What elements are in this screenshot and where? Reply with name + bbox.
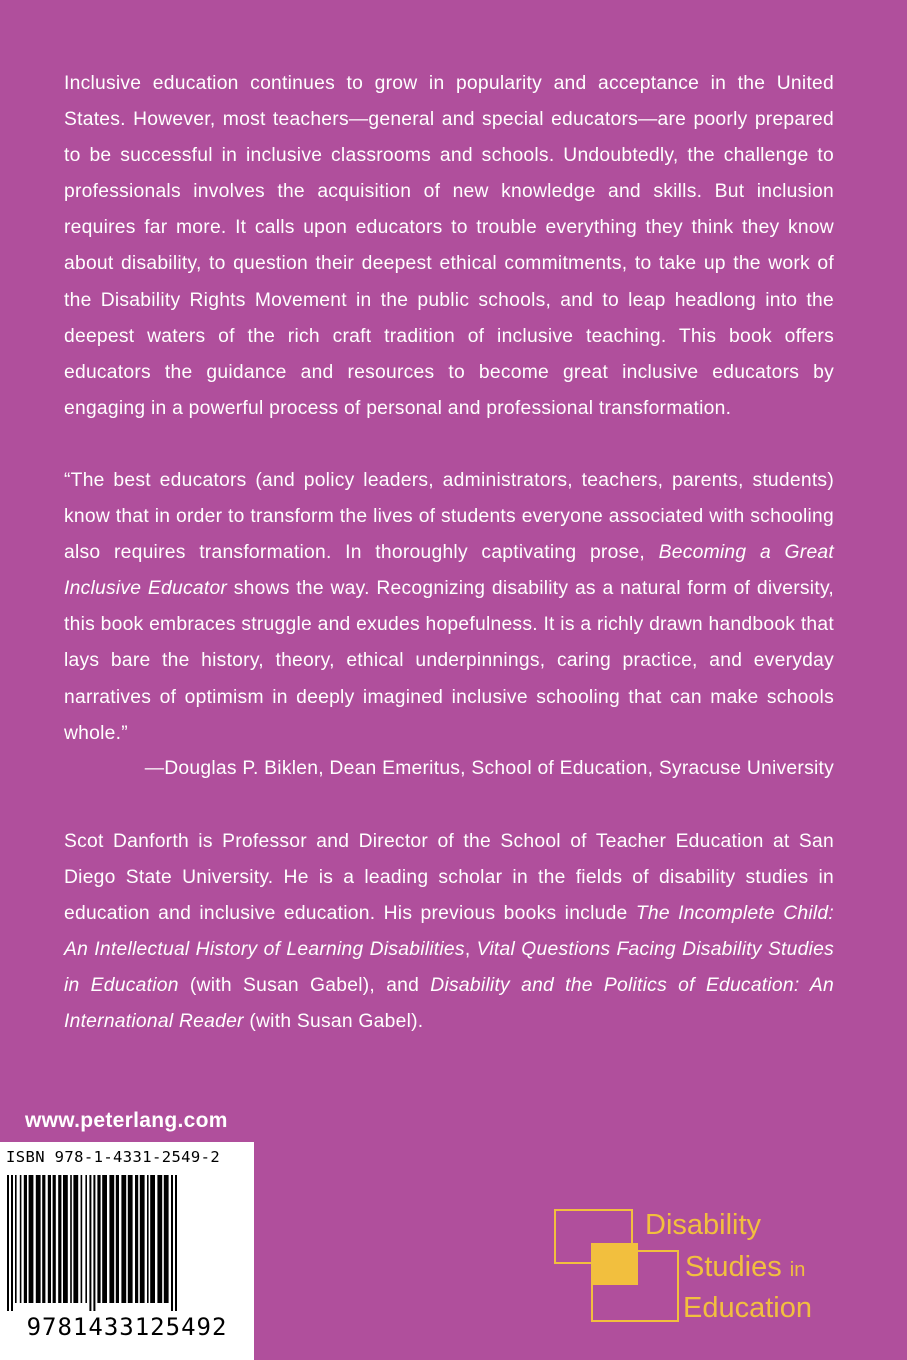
- series-logo: [553, 1208, 853, 1328]
- logo-square-filled: [591, 1243, 638, 1285]
- logo-text-disability: Disability: [645, 1209, 762, 1241]
- quote-text-start: “The best educators (and policy leaders, administrators, teachers, parents, students) know that in order to transform the lives of students everyone associated with schooling also requires transformation. In thoroughly captivating prose,: [64, 470, 834, 564]
- logo-text-studies: Studies in: [685, 1251, 806, 1283]
- endorsement-quote: [64, 463, 834, 752]
- isbn-label: ISBN 978-1-4331-2549-2: [6, 1148, 221, 1166]
- publisher-website: www.peterlang.com: [25, 1109, 228, 1132]
- quote-book-title: Becoming a Great Inclusive Educator: [64, 542, 834, 600]
- author-book-1: The Incomplete Child: An Intellectual History of Learning Disabilities: [64, 903, 834, 961]
- author-bio-text: Scot Danforth is Professor and Director of the School of Teacher Education at San Diego State University. He is a leading scholar in the fields of disability studies in education and inclusive education. His previous books include: [64, 831, 834, 925]
- quote-attribution: —Douglas P. Biklen, Dean Emeritus, School of Education, Syracuse University: [144, 758, 834, 779]
- barcode-panel: [0, 1142, 254, 1360]
- logo-text-education: Education: [683, 1292, 812, 1324]
- ean-number: 9781433125492: [26, 1313, 228, 1341]
- author-book-2: Vital Questions Facing Disability Studies in Education: [64, 939, 835, 997]
- barcode-icon: [7, 1175, 247, 1311]
- author-bio: Scot Danforth is Professor and Director of the School of Teacher Education at San Diego State University. He is a leading scholar in the fields of disability studies in education and inclusive education. His previous books include The Incomplete Child: An Intellectual History of Learning Disabilities, Vital Questions Facing Disability Studies in Education (with Susan Gabel), and Disability and the Politics of Education: An International Reader (with Susan Gabel).: [64, 831, 835, 1033]
- author-book-3: Disability and the Politics of Education: An International Reader: [64, 975, 835, 1033]
- book-description: Inclusive education continues to grow in popularity and acceptance in the United States. However, most teachers—general and special educators—are poorly prepared to be successful in inclusive classrooms and schools. Undoubtedly, the challenge to professionals involves the acquisition of new knowledge and skills. But inclusion requires far more. It calls upon educators to trouble everything they think they know about disability, to question their deepest ethical commitments, to take up the work of the Disability Rights Movement in the public schools, and to leap headlong into the deepest waters of the rich craft tradition of inclusive teaching. This book offers educators the guidance and resources to become great inclusive educators by engaging in a powerful process of personal and professional transformation.: [64, 73, 834, 419]
- quote-text-end: shows the way. Recognizing disability as a natural form of diversity, this book embraces struggle and exudes hopefulness. It is a richly drawn handbook that lays bare the history, theory, ethical underpinnings, caring practice, and everyday narratives of optimism in deeply imagined inclusive schooling that can make schools whole.”: [64, 578, 835, 744]
